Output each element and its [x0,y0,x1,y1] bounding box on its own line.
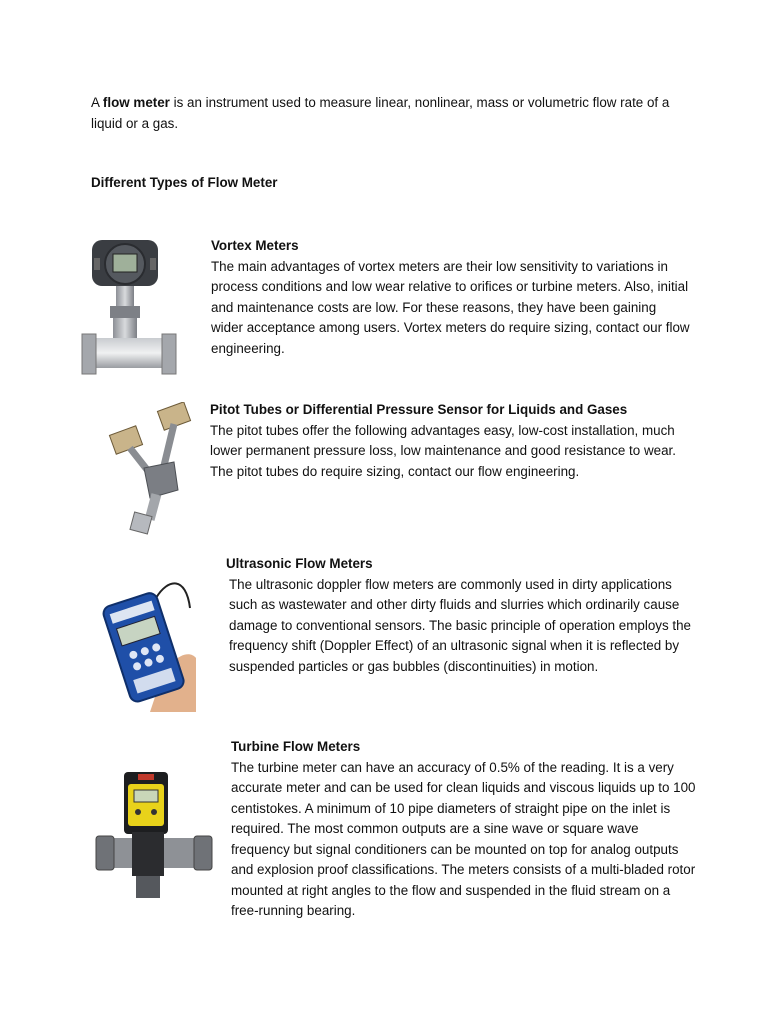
types-heading: Different Types of Flow Meter [91,175,278,190]
section-title: Vortex Meters [211,238,299,253]
section-title: Pitot Tubes or Differential Pressure Sensor for Liquids and Gases [210,402,628,417]
section-turbine [231,737,701,922]
section-title: Ultrasonic Flow Meters [226,556,373,571]
vortex-meter-image [80,238,178,380]
section-body: The pitot tubes offer the following advantages easy, low-cost installation, much lower permanent pressure loss, low maintenance and good resistance to wear. The pitot tubes do require sizing, contact our flow engineering. [210,422,676,479]
pitot-tube-image [104,402,202,537]
intro-rest: is an instrument used to measure linear, nonlinear, mass or volumetric flow rate of a liquid or a gas. [91,95,670,131]
section-pitot [210,400,690,482]
section-body: The turbine meter can have an accuracy of 0.5% of the reading. It is a very accurate meter and can be used for clean liquids and viscous liquids up to 100 centistokes. A minimum of 10 pipe diameters of straight pipe on the inlet is required. The most common outputs are a sine wave or square wave frequency but signal conditioners can be mounted on top for analog outputs and explosion proof classifications. The meters consists of a multi-bladed rotor mounted at right angles to the flow and suspended in the fluid stream on a free-running bearing. [231,759,696,918]
section-body: The main advantages of vortex meters are their low sensitivity to variations in process conditions and low wear relative to orifices or turbine meters. Also, initial and maintenance costs are low. For these reasons, they have been gaining wider acceptance among users. Vortex meters do require sizing, contact our flow engineering. [211,258,690,356]
ultrasonic-meter-image [98,578,198,712]
turbine-meter-image [94,768,214,906]
intro-paragraph [91,93,691,134]
section-title: Turbine Flow Meters [231,739,361,754]
section-ultrasonic [226,554,696,677]
section-vortex [211,236,691,359]
intro-term: flow meter [102,95,170,110]
section-body: The ultrasonic doppler flow meters are commonly used in dirty applications such as wastewater and other dirty fluids and slurries which ordinarily cause damage to conventional sensors. The basic principle of operation employs the frequency shift (Doppler Effect) of an ultrasonic signal when it is reflected by suspended particles or gas bubbles (discontinuities) in motion. [229,576,692,674]
intro-prefix: A [91,95,103,110]
